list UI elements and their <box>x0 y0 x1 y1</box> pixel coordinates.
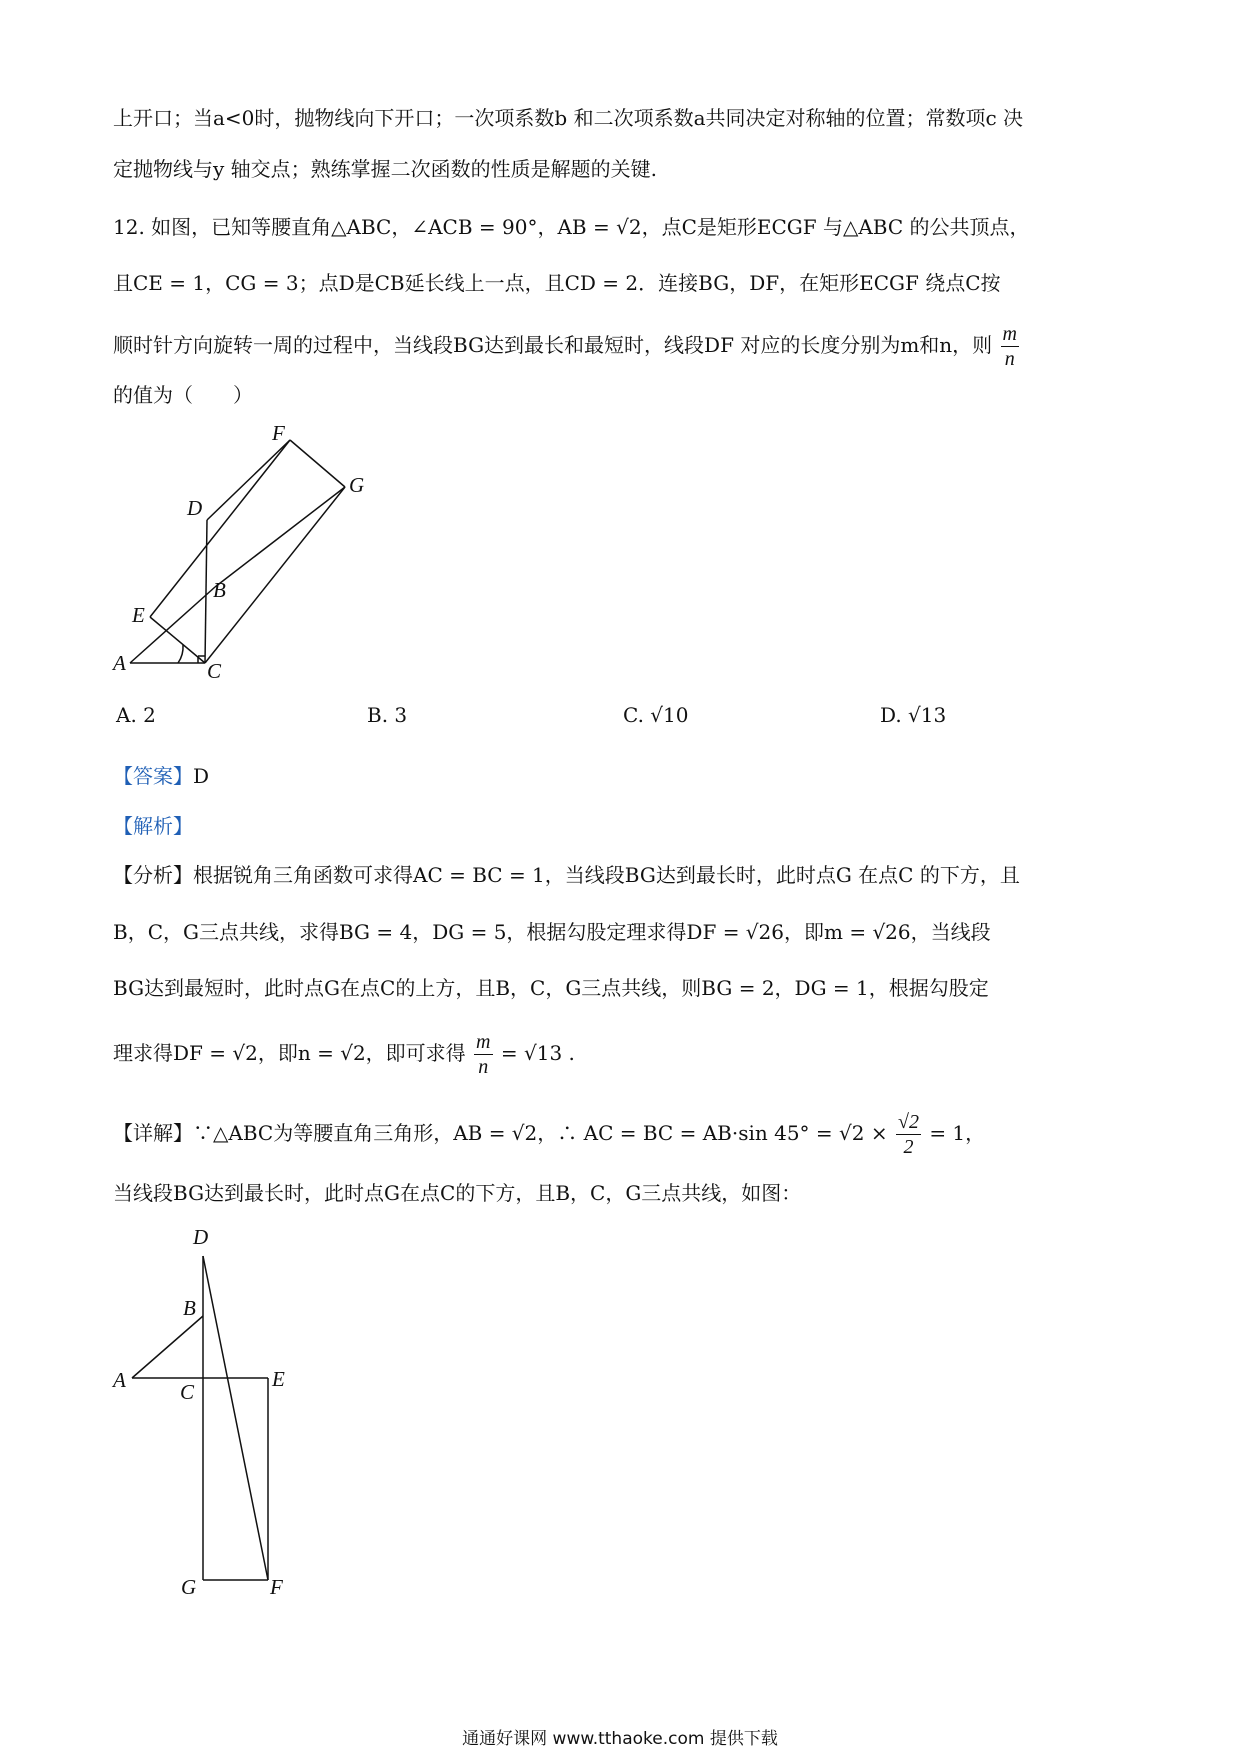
fraction-numerator: m <box>476 1031 491 1053</box>
fraction-denominator: n <box>1004 348 1015 370</box>
fraction-denominator: 2 <box>903 1136 914 1158</box>
fig1-label-F: F <box>272 421 285 445</box>
fig2-label-B: B <box>183 1296 196 1320</box>
question-12-stem-line-2: 且CE = 1，CG = 3；点D是CB延长线上一点，且CD = 2．连接BG，DF，在矩形ECGF 绕点C按 <box>113 271 1001 295</box>
analysis-label: 【解析】 <box>113 814 193 838</box>
fig2-label-F: F <box>270 1575 283 1599</box>
answer-value: D <box>193 764 210 788</box>
fig2-label-G: G <box>181 1575 197 1599</box>
fig1-segment-FG <box>290 440 345 487</box>
fig2-segment-AB <box>132 1316 203 1378</box>
fig1-segment-CE <box>150 617 205 663</box>
question-12-stem-line-4: 的值为（ ） <box>113 383 253 407</box>
answer-line <box>113 761 209 791</box>
analysis-line-3: BG达到最短时，此时点G在点C的上方，且B，C，G三点共线，则BG = 2，DG = 1，根据勾股定 <box>113 976 989 1000</box>
fig2-label-C: C <box>180 1380 195 1404</box>
fig1-label-G: G <box>349 473 365 497</box>
fig1-label-B: B <box>213 578 226 602</box>
question-12-stem-line-1: 12. 如图，已知等腰直角△ABC，∠ACB = 90°，AB = √2，点C是矩形ECGF 与△ABC 的公共顶点， <box>113 215 1030 239</box>
analysis-line-2: B，C，G三点共线，求得BG = 4，DG = 5，根据勾股定理求得DF = √26，即m = √26，当线段 <box>113 920 991 944</box>
fig1-segment-DF <box>207 440 290 520</box>
fig2-label-E: E <box>272 1367 285 1391</box>
fraction-m-over-n <box>1001 322 1019 371</box>
fig1-segment-GC <box>205 487 345 663</box>
analysis-line-4-tail: = √13 . <box>500 1041 575 1065</box>
analysis-line-4-text: 理求得DF = √2，即n = √2，即可求得 <box>113 1041 466 1065</box>
question-12-stem-line-3 <box>113 322 1021 371</box>
fig1-label-E: E <box>132 603 145 627</box>
text-line-2: 定抛物线与y 轴交点；熟练掌握二次函数的性质是解题的关键. <box>113 157 658 181</box>
option-c: C. √10 <box>623 703 689 727</box>
page-footer: 通通好课网 www.tthaoke.com 提供下载 <box>462 1729 778 1749</box>
option-d: D. √13 <box>880 703 947 727</box>
text-line-1: 上开口；当a<0时，抛物线向下开口；一次项系数b 和二次项系数a共同决定对称轴的位置；常数项c 决 <box>113 106 1024 130</box>
fig1-label-D: D <box>187 496 203 520</box>
detail-line-1 <box>113 1110 985 1159</box>
stem-line-3-text: 顺时针方向旋转一周的过程中，当线段BG达到最长和最短时，线段DF 对应的长度分别为m和n，则 <box>113 333 993 357</box>
analysis-line-4 <box>113 1030 575 1079</box>
fraction-numerator: √2 <box>897 1111 919 1133</box>
fig1-label-A: A <box>113 651 126 675</box>
fig2-segment-DF <box>203 1256 268 1580</box>
fig1-segment-BG <box>215 487 345 587</box>
detail-line-1-tail: = 1， <box>929 1121 986 1145</box>
answer-label: 【答案】 <box>113 764 193 788</box>
detail-line-2: 当线段BG达到最长时，此时点G在点C的下方，且B，C，G三点共线，如图： <box>113 1181 802 1205</box>
fraction-sqrt2-over-2 <box>896 1110 921 1159</box>
fig1-angle-arc <box>178 645 183 663</box>
option-b: B. 3 <box>367 703 408 727</box>
fig1-label-C: C <box>207 659 222 680</box>
figure-2-geometry <box>110 1220 300 1600</box>
fig2-label-A: A <box>113 1368 126 1392</box>
analysis-line-1: 【分析】根据锐角三角函数可求得AC = BC = 1，当线段BG达到最长时，此时点G 在点C 的下方，且 <box>113 863 1020 887</box>
detail-line-1-text: 【详解】∵△ABC为等腰直角三角形，AB = √2，∴ AC = BC = AB·sin 45° = √2 × <box>113 1121 888 1145</box>
fraction-numerator: m <box>1002 323 1017 345</box>
fig1-segment-CD <box>205 520 207 663</box>
fig2-label-D: D <box>193 1225 209 1249</box>
fraction-denominator: n <box>478 1056 489 1078</box>
option-a: A. 2 <box>116 703 156 727</box>
fraction-m-over-n-analysis <box>474 1030 492 1079</box>
figure-1-geometry <box>110 420 380 680</box>
